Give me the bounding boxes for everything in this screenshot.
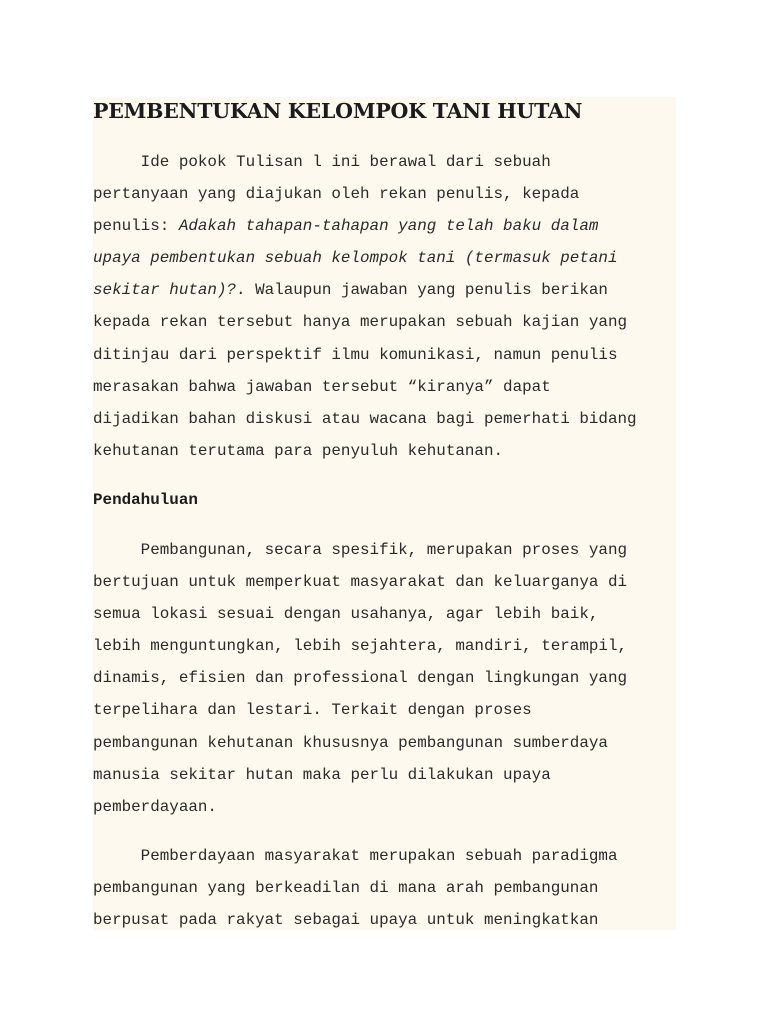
- text-run: Pemberdayaan masyarakat merupakan sebuah paradigma: [93, 847, 618, 865]
- text-line: [93, 371, 637, 403]
- text-line: [93, 534, 627, 566]
- text-run: ditinjau dari perspektif ilmu komunikasi, namun penulis: [93, 345, 618, 364]
- section-heading: Pendahuluan: [93, 491, 198, 509]
- text-line: [93, 727, 627, 759]
- text-run: terpelihara dan lestari. Terkait dengan proses: [93, 701, 532, 720]
- text-line: [93, 598, 627, 630]
- text-line: [93, 210, 637, 242]
- text-run: kehutanan terutama para penyuluh kehutanan.: [93, 441, 504, 460]
- text-line: [93, 274, 637, 306]
- text-run: semua lokasi sesuai dengan usahanya, agar lebih baik,: [93, 605, 599, 624]
- text-line: [93, 146, 637, 178]
- italic-text-run: Adakah tahapan-tahapan yang telah baku dalam: [178, 217, 599, 236]
- text-line: [93, 403, 637, 435]
- italic-text-run: upaya pembentukan sebuah kelompok tani (termasuk petani: [93, 249, 618, 268]
- text-line: [93, 694, 627, 726]
- text-line: [93, 840, 617, 872]
- text-run: manusia sekitar hutan maka perlu dilakukan upaya: [93, 765, 551, 784]
- document-title: PEMBENTUKAN KELOMPOK TANI HUTAN: [93, 99, 583, 123]
- text-run: . Walaupun jawaban yang penulis berikan: [236, 281, 608, 300]
- text-run: kepada rekan tersebut hanya merupakan sebuah kajian yang: [93, 313, 628, 332]
- text-run: penulis:: [93, 217, 179, 236]
- text-run: dijadikan bahan diskusi atau wacana bagi pemerhati bidang: [93, 409, 637, 428]
- text-line: [93, 178, 637, 210]
- text-run: lebih menguntungkan, lebih sejahtera, mandiri, terampil,: [93, 637, 628, 656]
- body-paragraph: [93, 840, 617, 936]
- text-line: [93, 872, 617, 904]
- text-line: [93, 339, 637, 371]
- text-run: pembangunan kehutanan khususnya pembangunan sumberdaya: [93, 733, 608, 752]
- text-run: pertanyaan yang diajukan oleh rekan penulis, kepada: [93, 185, 580, 204]
- text-line: [93, 306, 637, 338]
- intro-paragraph: [93, 146, 637, 467]
- text-run: dinamis, efisien dan professional dengan lingkungan yang: [93, 669, 628, 688]
- text-line: [93, 904, 617, 936]
- text-run: berpusat pada rakyat sebagai upaya untuk meningkatkan: [93, 911, 599, 930]
- text-line: [93, 791, 627, 823]
- text-run: bertujuan untuk memperkuat masyarakat dan keluarganya di: [93, 573, 628, 592]
- text-run: pemberdayaan.: [93, 797, 217, 816]
- text-line: [93, 662, 627, 694]
- text-run: pembangunan yang berkeadilan di mana arah pembangunan: [93, 879, 599, 898]
- text-line: [93, 630, 627, 662]
- text-line: [93, 566, 627, 598]
- text-run: merasakan bahwa jawaban tersebut “kiranya” dapat: [93, 377, 551, 396]
- text-run: Pembangunan, secara spesifik, merupakan proses yang: [93, 541, 628, 559]
- text-line: [93, 759, 627, 791]
- text-line: [93, 435, 637, 467]
- text-run: Ide pokok Tulisan l ini berawal dari sebuah: [93, 153, 551, 171]
- text-line: [93, 242, 637, 274]
- italic-text-run: sekitar hutan)?: [93, 281, 237, 300]
- body-paragraph: [93, 534, 627, 823]
